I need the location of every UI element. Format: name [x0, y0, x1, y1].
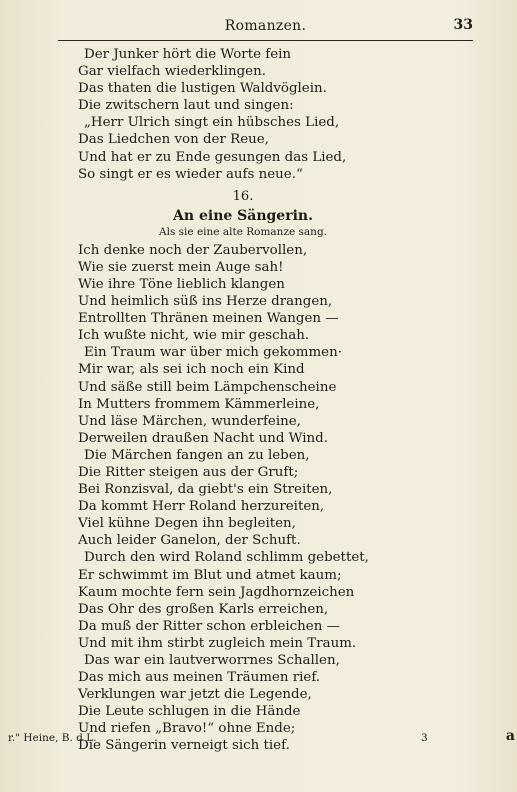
verse-line: Der Junker hört die Worte fein [84, 47, 292, 62]
poem-subtitle: Als sie eine alte Romanze sang. [159, 225, 327, 238]
verse-line: Da kommt Herr Roland herzureiten, [78, 499, 325, 515]
verse-line: Die Märchen fangen an zu leben, [84, 447, 310, 463]
verse-line: Wie ihre Töne lieblich klangen [78, 276, 285, 292]
footer-sheet-number: 3 [421, 732, 428, 744]
verse-line: Durch den wird Roland schlimm gebettet, [84, 550, 369, 566]
verse-line: Das thaten die lustigen Waldvöglein. [78, 81, 327, 97]
verse-line: Die zwitschern laut und singen: [78, 98, 294, 114]
poem-number: 16. [232, 188, 254, 204]
verse-line: Die Leute schlugen in die Hände [78, 704, 301, 720]
verse-line: Auch leider Ganelon, der Schuft. [78, 533, 301, 549]
verse-line: Derweilen draußen Nacht und Wind. [78, 430, 328, 446]
stanza-top [78, 46, 408, 183]
verse-line: In Mutters frommem Kämmerleine, [78, 396, 320, 412]
verse-line: Und säße still beim Lämpchenscheine [78, 379, 337, 395]
verse-line: Und heimlich süß ins Herze drangen, [78, 294, 333, 310]
verse-line: Und mit ihm stirbt zugleich mein Traum. [78, 635, 357, 651]
verse-line: Verklungen war jetzt die Legende, [78, 687, 312, 703]
footer-signature: r." Heine, B. d L. [8, 732, 97, 744]
verse-line: Er schwimmt im Blut und atmet kaum; [78, 567, 342, 583]
verse-line: Kaum mochte fern sein Jagdhornzeichen [78, 584, 355, 600]
verse-line: Gar vielfach wiederklingen. [78, 64, 266, 80]
running-title: Romanzen. [224, 18, 307, 34]
verse-line: Ich denke noch der Zaubervollen, [78, 242, 308, 258]
verse-line: Wie sie zuerst mein Auge sah! [78, 259, 284, 275]
verse-line: Das war ein lautverworrnes Schallen, [84, 653, 340, 668]
page-header [58, 18, 473, 41]
page-number: 33 [453, 17, 473, 33]
verse-line: Und läse Märchen, wunderfeine, [78, 413, 301, 429]
verse-line: Entrollten Thränen meinen Wangen — [78, 311, 339, 327]
verse-line: Bei Ronzisval, da giebt's ein Streiten, [78, 482, 333, 498]
verse-line: Ich wußte nicht, wie mir geschah. [78, 328, 310, 344]
verse-line: Viel kühne Degen ihn begleiten, [78, 516, 296, 532]
verse-line: Und hat er zu Ende gesungen das Lied, [78, 149, 347, 165]
verse-line: So singt er es wieder aufs neue.“ [78, 166, 303, 182]
verse-line: Das Ohr des großen Karls erreichen, [78, 601, 329, 617]
verse-line: Das Liedchen von der Reue, [78, 132, 269, 148]
verse-line: Die Sängerin verneigt sich tief. [78, 738, 290, 754]
verse-line: Das mich aus meinen Träumen rief. [78, 670, 321, 686]
verse-line: Da muß der Ritter schon erbleichen — [78, 618, 341, 634]
page-body [78, 46, 408, 755]
verse-line: Die Ritter steigen aus der Gruft; [78, 464, 299, 480]
verse-line: Ein Traum war über mich gekommen· [84, 345, 342, 361]
corner-mark: a [505, 728, 515, 744]
poem-title: An eine Sängerin. [173, 207, 313, 224]
verse-line: „Herr Ulrich singt ein hübsches Lied, [84, 115, 340, 131]
verse-line: Und riefen „Bravo!“ ohne Ende; [78, 721, 296, 737]
poem-body [78, 242, 408, 755]
verse-line: Mir war, als sei ich noch ein Kind [78, 362, 305, 378]
